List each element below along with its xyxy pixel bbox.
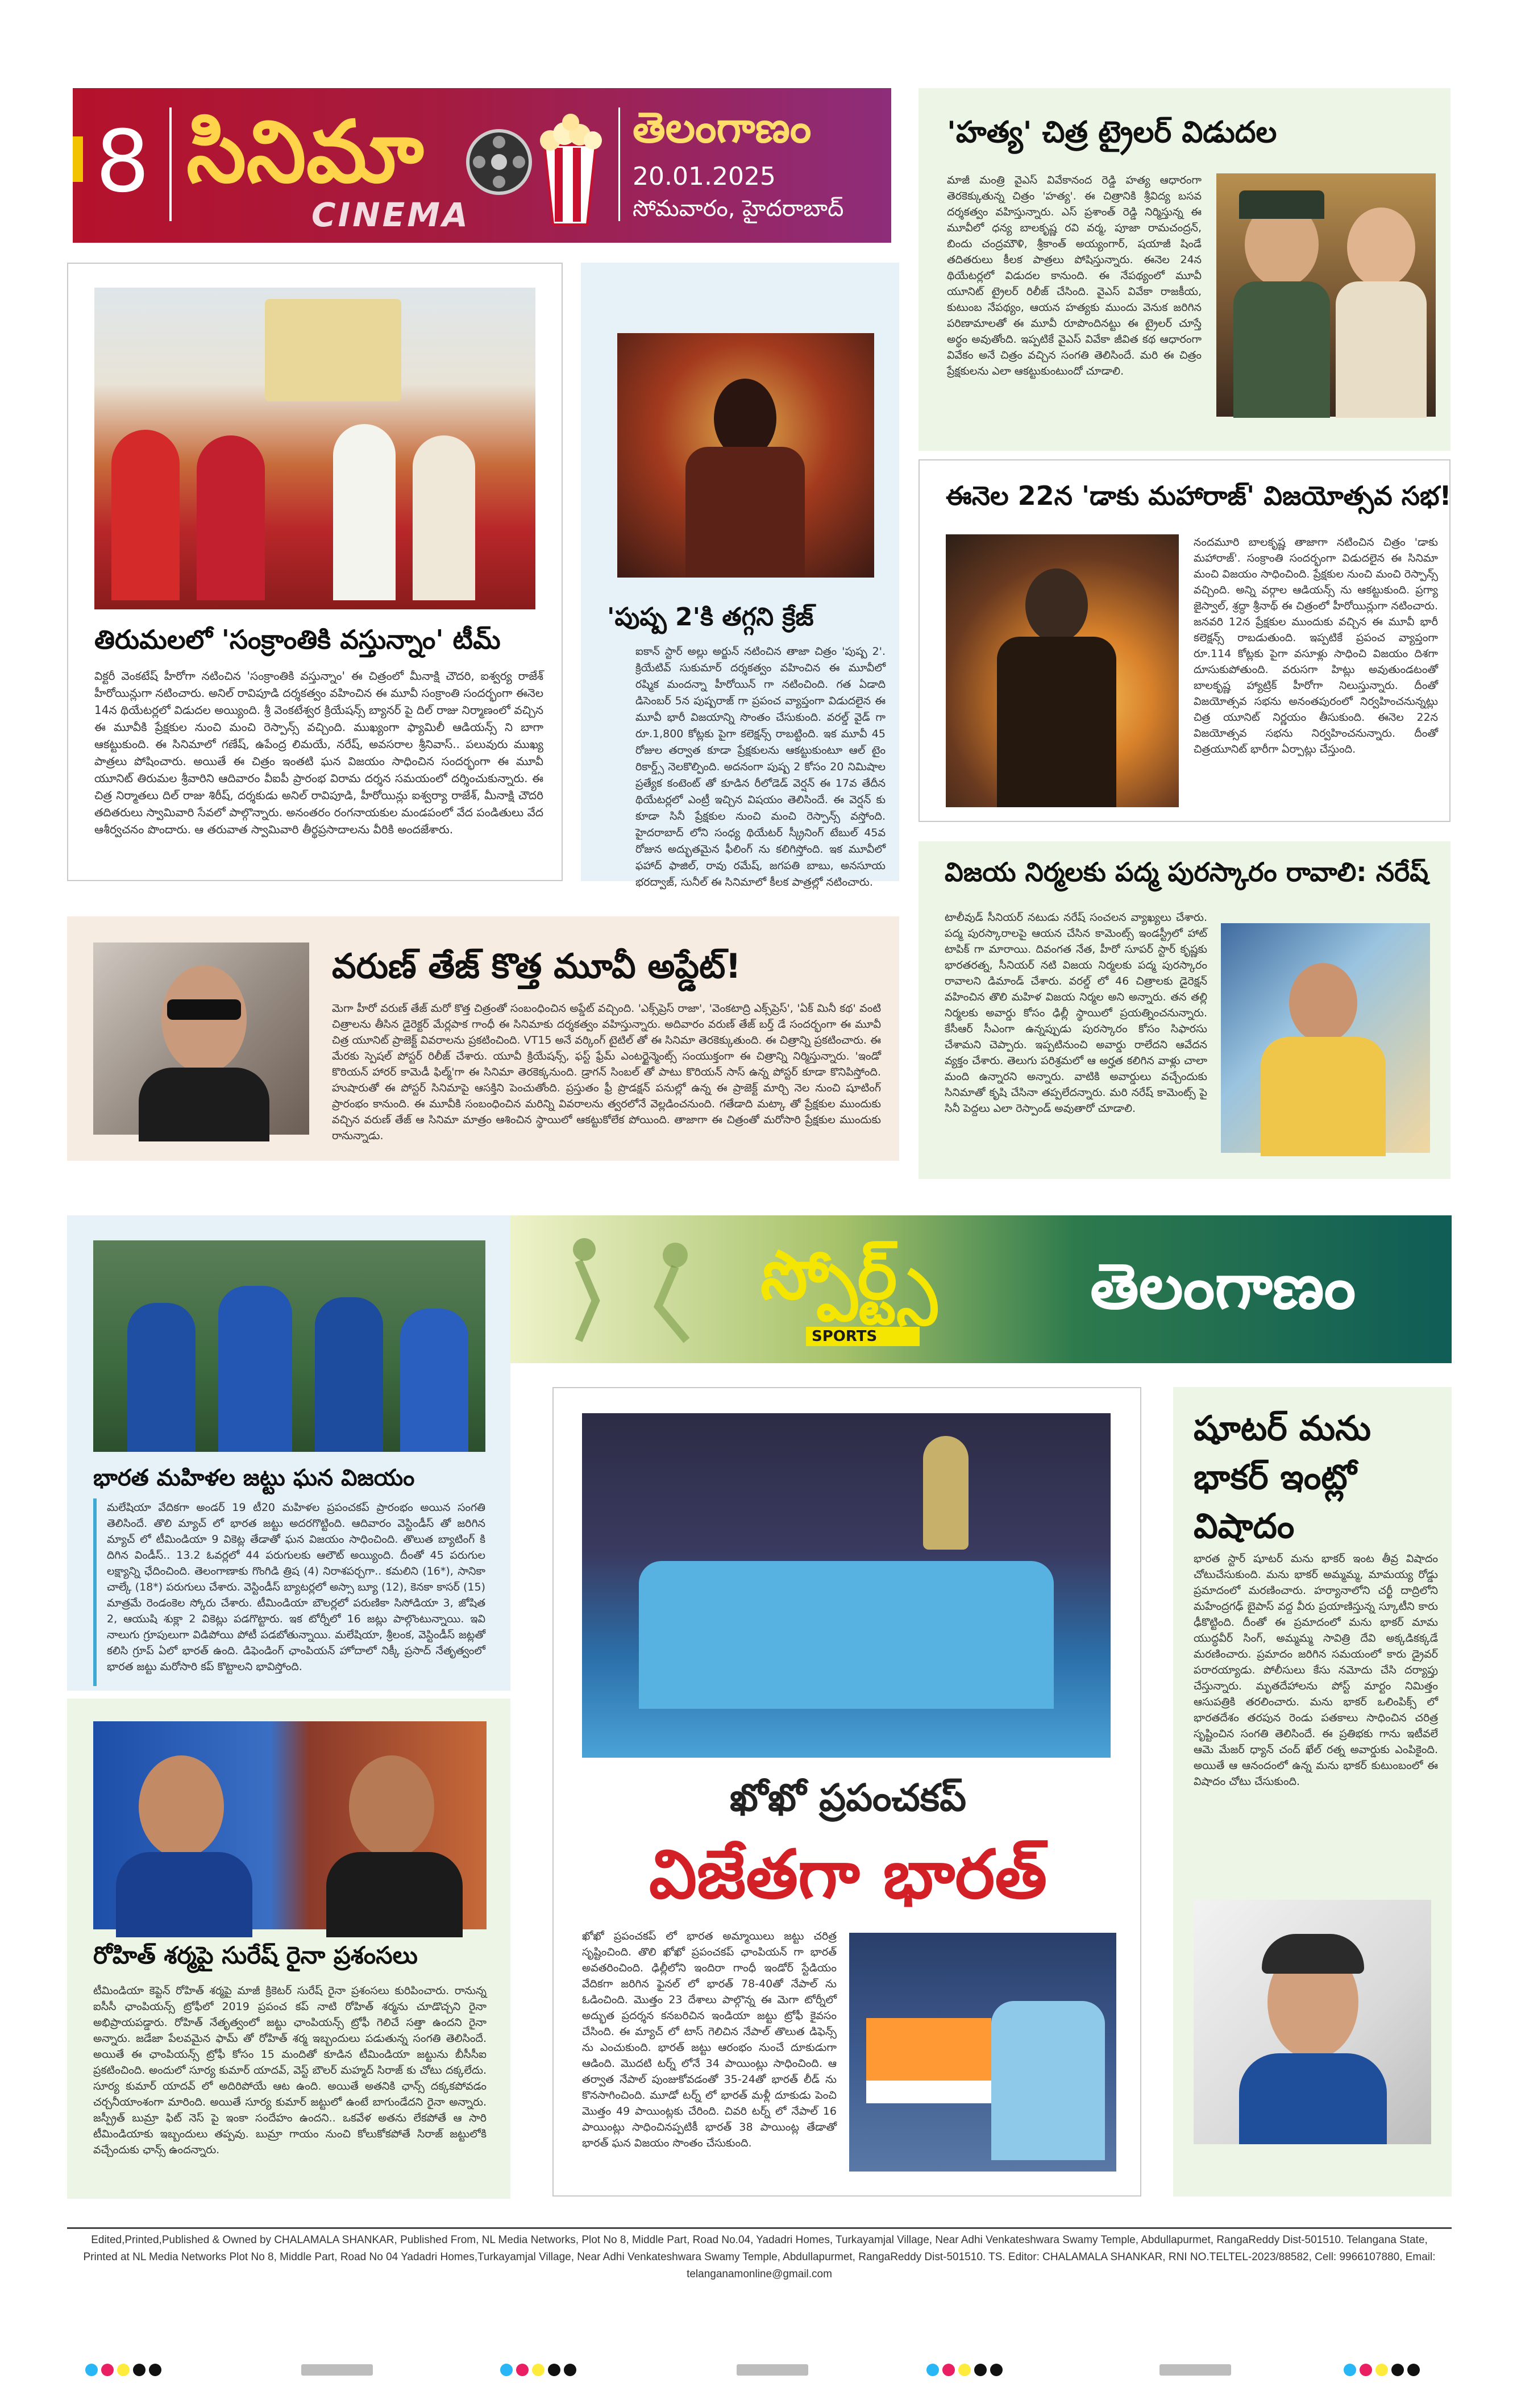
hatya-body: మాజీ మంత్రి వైఎస్ వివేకానంద రెడ్డి హత్య ఆధారంగా తెరకెక్కుతున్న చిత్రం 'హత్య'. ఈ చిత్రానికి శ్రీవిద్య బసవ దర్శకత్వం వహిస్తున్నారు. ఎస్ ప్రశాంత్ రెడ్డి నిర్మిస్తున్న ఈ మూవీలో ధన్య బాలకృష్ణ రవి వర్మ, పూజా రామచంద్రన్, బిందు చంద్రమౌళి, శ్రీకాంత్ అయ్యంగార్, షయాజీ షిండే తదితరులు కీలక పాత్రలు పోషిస్తున్నారు. ఈనెల 24న థియేటర్లలో విడుదల కానుంది. ఈ నేపథ్యంలో మూవీ యూనిట్ ట్రైలర్ రిలీజ్ చేసింది. వైఎస్ వివేకా రాజకీయ, కుటుంబ నేపథ్యం, ఆయన హత్యకు ముందు వెనుక జరిగిన పరిణామాలతో ఈ మూవీ రూపొందినట్టు ఈ ట్రైలర్ చూస్తే అర్థం అవుతోంది. ఇప్పటికే వైఎస్ వివేకా జీవిత కథ ఆధారంగా వివేకం అనే చిత్రం వచ్చిన సంగతి తెలిసిందే. మరి ఈ చిత్రం ప్రేక్షకులను ఎలా ఆకట్టుకుంటుందో చూడాలి. [947,174,1202,377]
women-cricket-photo [93,1240,485,1452]
naresh-body: టాలీవుడ్ సీనియర్ నటుడు నరేష్ సంచలన వ్యాఖ్యలు చేశారు. పద్మ పురస్కారాలపై ఆయన చేసిన కామెంట్స్ ఇండస్ట్రీలో హాట్ టాపిక్ గా మారాయి. దివంగత నేత, హీరో సూపర్ స్టార్ కృష్ణకు భారతరత్న, సీనియర్ నటి విజయ నిర్మలకు పద్మ పురస్కారం రావాలని డిమాండ్ చేశారు. వరల్డ్ లో 46 చిత్రాలకు డైరెక్షన్ వహించిన తొలి మహిళ విజయ నిర్మల అని అన్నారు. తన తల్లి నిర్మలకు అవార్డు కోసం ఢిల్లీ స్థాయిలో ప్రయత్నించనున్నారు. కేసీఆర్ సీఎంగా ఉన్నప్పుడు పురస్కారం కోసం సిఫారసు చేశామని చెప్పారు. ఇప్పటినుంచి అవార్డు రాలేదని ఆవేదన వ్యక్తం చేశారు. తెలుగు పరిశ్రమలో ఆ అర్హత కలిగిన వాళ్లు చాలా మంది ఉన్నారని అన్నారు. వాటికి అవార్డులు వచ్చేందుకు సినిమాతో కృషి చేసినా తప్పలేదన్నారు. మరి నరేష్ కామెంట్స్ పై సినీ పెద్దలు ఎలా రెస్పాండ్ అవుతారో చూడాలి. [945,911,1207,1115]
varun-photo [93,943,309,1135]
khokho-kicker: ఖోఖో ప్రపంచకప్ [729,1776,967,1820]
varun-article [67,916,899,1161]
rohit-headline: రోహిత్ శర్మపై సురేష్ రైనా ప్రశంసలు [93,1941,418,1969]
pushpa-headline: 'పుష్ప 2'కి తగ్గని క్రేజ్ [607,603,814,632]
manu-body: భారత స్టార్ షూటర్ మను భాకర్ ఇంట తీవ్ర విషాదం చోటుచేసుకుంది. మను భాకర్ అమ్మమ్మ, మామయ్య రోడ్డు ప్రమాదంలో మరణించారు. హర్యానాలోని చర్ఖీ దాద్రిలోని మహేంద్రగఢ్ బైపాస్ వద్ద వీరు ప్రయాణిస్తున్న స్కూటీని కారు ఢీకొట్టింది. దీంతో ఈ ప్రమాదంలో మను భాకర్ మామ యుద్ధవీర్ సింగ్, అమ్మమ్మ సావిత్రి దేవి అక్కడికక్కడే మరణించారు. ప్రమాదం జరిగిన సమయంలో కారు డ్రైవర్ పరారయ్యాడు. పోలీసులు కేసు నమోదు చేసి దర్యాప్తు చేస్తున్నారు. మృతదేహాలను పోస్ట్ మార్టం నిమిత్తం ఆసుపత్రికి తరలించారు. మను భాకర్ ఒలింపిక్స్ లో భారతదేశం తరపున రెండు పతకాలు సాధించిన చరిత్ర సృష్టించిన సంగతి తెలిసిందే. ఈ ప్రతిభకు గాను ఇటీవలే ఆమె మేజర్ ధ్యాన్ చంద్ ఖేల్ రత్న అవార్డుకు ఎంపికైంది. అయితే ఆ ఆనందంలో ఉన్న మను భాకర్ కుటుంబంలో ఈ విషాదం చోటు చేసుకుంది. [1194,1552,1438,1788]
masthead-divider-2 [618,107,620,221]
varun-body: మెగా హీరో వరుణ్ తేజ్ మరో కొత్త చిత్రంతో సంబంధించిన అప్డేట్ వచ్చింది. 'ఎక్స్‌ప్రెస్ రాజా', 'వెంకటాద్రి ఎక్స్‌ప్రెస్', 'ఏక్ మినీ కథ' వంటి చిత్రాలను తీసిన డైరెక్టర్ మేర్లపాక గాంధీ ఈ సినిమాకు దర్శకత్వం వహిస్తున్నారు. అదివారం వరుణ్ తేజ్ బర్త్ డే సందర్భంగా ఈ మూవీ చిత్ర యూనిట్ ప్రాజెక్ట్ వివరాలను ప్రకటించింది. VT15 అనే వర్కింగ్ టైటిల్ తో ఈ సినిమా తెరకెక్కుతుంది. ఈ చిత్రాన్ని ప్రకటించారు. ఈ మేరకు స్పెషల్ పోస్టర్ రిలీజ్ చేశారు. యూవీ క్రియేషన్స్, ఫస్ట్ ఫ్రేమ్ ఎంటర్టైన్మెంట్స్ సంయుక్తంగా ఈ చిత్రాన్ని నిర్మిస్తున్నారు. 'ఇండో కొరియన్ హారర్ కామెడీ ఫిల్మ్'గా ఈ సినిమా తెరకెక్కనుంది. డ్రాగన్ సింబల్ తో పాటు కొరియన్ సాస్ ఉన్న పోస్టర్ కూడా కొనిపిస్తోంది. హుషారుతో ఈ పోస్టర్ సినిమాపై ఆసక్తిని పెంచుతోంది. ప్రస్తుతం ఫ్రీ ప్రొడక్షన్ పనుల్లో ఉన్న ఈ ప్రాజెక్ట్ మార్చి నెల నుంచి షూటింగ్ ప్రారంభం కానుంది. ఈ మూవీకి సంబంధించిన మరిన్ని వివరాలను త్వరలోనే వెల్లడించనుంది. గతేడాది మట్కా తో ప్రేక్షకుల ముందుకు వచ్చిన వరుణ్ తేజ్ ఆ సినిమా మాత్రం ఆశించిన స్థాయిలో ఆకట్టుకోలేక పోయింది. తాజాగా ఈ చిత్రంతో మరోసారి ప్రేక్షకుల ముందుకు రానున్నాడు. [332,1002,881,1142]
issue-day-place: సోమవారం, హైదరాబాద్ [633,196,844,222]
rohit-article [67,1699,510,2199]
rohit-body: టీమిండియా కెప్టెన్ రోహిత్ శర్మపై మాజీ క్రికెటర్ సురేష్ రైనా ప్రశంసలు కురిపించారు. రానున్న ఐసీసీ ఛాంపియన్స్ ట్రోఫీలో 2019 ప్రపంచ కప్ నాటి రోహిత్ శర్మను చూడొచ్చని రైనా అభిప్రాయపడ్డారు. రోహిత్ నేతృత్వంలో జట్టు ఛాంపియన్స్ ట్రోఫీ గెలిచే సత్తా ఉందని రైనా అన్నారు. జడేజా పేలవమైన ఫామ్ తో రోహిత్ శర్మ ఇబ్బందులు పడుతున్న సంగతి తెలిసిందే. అయితే ఈ ఛాంపియన్స్ ట్రోఫీ కోసం 15 మందితో కూడిన టీమిండియా జట్టును బీసీసీఐ ప్రకటించింది. అందులో సూర్య కుమార్ యాదవ్, వెస్ట్ బౌలర్ మహ్మద్ సిరాజ్ కు చోటు దక్కలేదు. సూర్య కుమార్ యాదవ్ లో అదిరిపోయే ఆట ఉంది. అయితే అతనికి ఛాన్స్ దక్కకపోవడం చర్చనీయాంశంగా మారింది. అయితే సూర్య కుమార్ జట్టులో ఉంటే బాగుండేదని రైనా అన్నారు. జస్ప్రీత్ బుమ్రా ఫిట్ నెస్ పై ఇంకా సందేహం ఉందని.. ఒకవేళ అతను లేకపోతే ఆ సారి టీమిండియాకు ఇబ్బందులు తప్పవు. బుమ్రా గాయం నుంచి కోలుకోకపోతే సిరాజ్ జట్టులోకి వచ్చేందుకు ఛాన్స్ ఉందన్నారు. [93,1984,487,2156]
sports-brand-logo: తెలంగాణం [1090,1250,1356,1323]
manu-photo [1194,1900,1431,2144]
section-subtitle: CINEMA [311,196,470,234]
naresh-article [918,841,1450,1179]
brand-logo: తెలంగాణం [633,103,812,152]
naresh-photo [1221,923,1430,1153]
footer-rule [67,2227,1452,2229]
khokho-celebration-photo [849,1933,1116,2172]
khokho-team-photo [582,1413,1111,1758]
page-number: 8 [95,113,150,211]
daaku-body: నందమూరి బాలకృష్ణ తాజాగా నటించిన చిత్రం 'డాకు మహారాజ్'. సంక్రాంతి సందర్భంగా విడుదలైన ఈ సినిమా మంచి విజయం సాధించింది. ప్రేక్షకుల నుంచి మంచి రెస్పాన్స్ వచ్చింది. అన్ని వర్గాల ఆడియన్స్ ను ఆకట్టుకుంది. ప్రగ్యా జైస్వాల్, శ్రద్ధా శ్రీనాథ్ ఈ చిత్రంలో హీరోయిన్లుగా నటించారు. జనవరి 12న ప్రేక్షకుల ముందుకు వచ్చిన ఈ మూవీ భారీ కలెక్షన్స్ రాబడుతుంది. ఇప్పటికే ప్రపంచ వ్యాప్తంగా రూ.114 కోట్లకు పైగా వసూళ్లు సాధించి విజయం దిశగా దూసుకుపోతుంది. వరుసగా హిట్లు అవుతుండటంతో బాలకృష్ణ హ్యాట్రిక్ హీరోగా నిలుస్తున్నారు. దీంతో విజయోత్సవ సభను అనంతపురంలో నిర్వహించనున్నట్లు చిత్ర యూనిట్ నిర్ణయం తీసుకుంది. ఈనెల 22న విజయోత్సవ సభను నిర్వహించనున్నారు. దీంతో చిత్రయూనిట్ భారీగా ఏర్పాట్లు చేస్తుంది. [1194,536,1438,755]
masthead-divider [169,107,172,221]
sports-banner [510,1215,1452,1363]
women-cricket-body: మలేషియా వేదికగా అండర్ 19 టీ20 మహిళల ప్రపంచకప్ ప్రారంభం అయిన సంగతి తెలిసిందే. తొలి మ్యాచ్ లో భారత జట్టు అదరగొట్టింది. ఆదివారం వెస్టిండీస్ తో జరిగిన మ్యాచ్ లో టీమిండియా 9 వికెట్ల తేడాతో ఘన విజయం సాధించింది. తొలుత బ్యాటింగ్ కి దిగిన విండీస్.. 13.2 ఓవర్లలో 44 పరుగులకు ఆలౌట్ అయ్యింది. దీంతో 45 పరుగుల లక్ష్యాన్ని ఛేదించింది. తెలంగాణాకు గొంగిడి త్రిష (4) నిరాశపర్చగా.. కమలిని (16*), సానికా చాల్కే (18*) పరుగులు చేశారు. వెస్టిండీస్ బ్యాటర్లలో అస్సా బ్యూ (12), కెనకా కాసర్ (15) మాత్రమే రెండంకెల స్కోరు చేశారు. టీమిండియా బౌలర్లలో పరుణికా సిసోడియా 3, జోషిత 2, ఆయుషి శుక్లా 2 వికెట్లు పడగొట్టారు. ఇక టోర్నీలో 16 జట్లు పాల్గొంటున్నాయి. ఇవి నాలుగు గ్రూపులుగా విడిపోయి పోటీ పడబోతున్నాయి. మలేషియా, శ్రీలంక, వెస్టిండీస్ జట్లతో కలిసి గ్రూప్ ఏలో భారత్ ఉంది. డిఫెండింగ్ ఛాంపియన్ హోదాలో నిక్కీ ప్రసాద్ నేతృత్వంలో భారత జట్టు మరోసారి కప్ కొట్టాలని భావిస్తోంది. [107,1501,485,1673]
manu-headline: షూటర్ మను భాకర్ ఇంట్లో విషాదం [1194,1409,1371,1546]
footer-imprint: Edited,Printed,Published & Owned by CHALAMALA SHANKAR, Published From, NL Media Networks, Plot No 8, Middle Part, Road No.04, Yadadri Homes, Turkayamjal Village, Near Adhi Venkateshwara Swamy Temple, Abdullapurmet, RangaReddy Dist-501510. Telangana State, Printed at NL Media Networks Plot No 8, Middle Part, Road No 04 Yadadri Homes,Turkayamjal Village, Near Adhi Venkateshwara Swamy Temple, Abdullapurmet, RangaReddy Dist-501510. TS. Editor: CHALAMALA SHANKAR, RNI NO.TELTEL-2023/88582, Cell: 9966107880, Email: telanganamonline@gmail.com [83,2234,1436,2280]
pushpa-body: ఐకాన్ స్టార్ అల్లు అర్జున్ నటించిన తాజా చిత్రం 'పుష్ప 2'. క్రియేటివ్ సుకుమార్ దర్శకత్వం వహించిన ఈ మూవీలో రష్మిక మందన్నా హీరోయిన్ గా నటించింది. గత ఏడాది డిసెంబర్ 5న పుష్పరాజ్ గా ప్రపంచ వ్యాప్తంగా విడుదలైన ఈ మూవీ భారీ విజయాన్ని సొంతం చేసుకుంది. వరల్డ్ వైడ్ గా రూ.1,800 కోట్లకు పైగా కలెక్షన్స్ రాబట్టింది. ఇక మూవీ 45 రోజుల తర్వాత కూడా ప్రేక్షకులను ఆకట్టుకుంటూ ఆల్ టైం రికార్డ్స్ నెలకొల్పింది. అదనంగా పుష్ప 2 కోసం 20 నిమిషాల ప్రత్యేక కంటెంట్ తో కూడిన రీలోడెడ్ వెర్షన్ ఈ 17వ తేదీన థియేటర్లలో ఎంట్రీ ఇచ్చిన విషయం తెలిసిందే. ఈ వెర్షన్ కు కూడా సినీ ప్రేక్షకుల నుంచి మంచి రెస్పాన్స్ వస్తోంది. హైదరాబాద్ లోని సంధ్య థియేటర్ స్క్రీనింగ్ టేబుల్ 45వ రోజున అద్భుతమైన ఫీలింగ్ ను కలిగిస్తోంది. ఇక మూవీలో ఫహాద్ ఫాజిల్, రావు రమేష్, జగపతి బాబు, అనసూయ భరద్వాజ్, సునీల్ ఈ సినిమాలో కీలక పాత్రల్లో నటించారు. [635,645,886,889]
women-cricket-headline: భారత మహిళల జట్టు ఘన విజయం [93,1465,415,1491]
women-cricket-article [67,1215,510,1691]
section-title: సినిమా [186,103,424,202]
hatya-headline: 'హత్య' చిత్ర ట్రైలర్ విడుదల [947,115,1277,150]
athletes-silhouette-icon [545,1227,726,1352]
tirumala-article [67,263,563,881]
khokho-body: ఖోఖో ప్రపంచకప్ లో భారత అమ్మాయిలు జట్టు చరిత్ర సృష్టించింది. తొలి ఖోఖో ప్రపంచకప్ ఛాంపియన్ గా భారత్ అవతరించింది. ఢిల్లీలోని ఇందిరా గాంధీ ఇండోర్ స్టేడియం వేదికగా జరిగిన ఫైనల్ లో భారత్ 78-40తో నేపాల్ ను ఓడించింది. మొత్తం 23 దేశాలు పాల్గొన్న ఈ మెగా టోర్నీలో అద్భుత ప్రదర్శన కనబరిచిన ఇండియా జట్టు ట్రోఫీ కైవసం చేసింది. ఈ మ్యాచ్ లో టాస్ గెలిచిన నేపాల్ తొలుత డిఫెన్స్ ను ఎంచుకుంది. భారత్ జట్టు ఆరంభం నుంచే దూకుడుగా ఆడింది. మొదటి టర్న్ లోనే 34 పాయింట్లు సాధించింది. ఆ తర్వాత నేపాల్ పుంజుకోవడంతో 35-24తో భారత్ లీడ్ ను కొనసాగించింది. మూడో టర్న్ లో భారత్ మళ్లీ దూకుడు పెంచి మొత్తం 49 పాయింట్లకు చేరింది. చివరి టర్న్ లో నేపాల్ 16 పాయింట్లు సాధించినప్పటికీ భారత్ 38 పాయింట్ల తేడాతో భారత్ ఘన విజయం సొంతం చేసుకుంది. [582,1930,837,2149]
popcorn-reel-icon [459,99,607,230]
daaku-article [918,459,1450,822]
naresh-headline: విజయ నిర్మలకు పద్మ పురస్కారం రావాలి: నరేష్ [945,857,1429,887]
masthead [73,88,891,243]
daaku-headline: ఈనెల 22న 'డాకు మహారాజ్' విజయోత్సవ సభ! [946,480,1452,511]
rohit-raina-photo [93,1721,487,1929]
pushpa-photo [617,333,874,578]
women-cricket-rule [93,1498,97,1686]
hatya-article [918,88,1450,451]
hatya-poster [1216,173,1436,417]
tirumala-body: విక్టరీ వెంకటేష్ హీరోగా నటించిన 'సంక్రాంతికి వస్తున్నాం' ఈ చిత్రంలో మీనాక్షి చౌదరి, ఐశ్వర్య రాజేశ్ హీరోయిన్లుగా నటించారు. అనిల్ రావిపూడి దర్శకత్వం వహించిన ఈ మూవీ సంక్రాంతి సందర్భంగా ఈనెల 14న థియేటర్లలో విడుదల అయ్యింది. శ్రీ వెంకటేశ్వర క్రియేషన్స్ బ్యానర్ పై దిల్ రాజు నిర్మాణంలో వచ్చిన ఈ మూవీకి ప్రేక్షకుల నుంచి మంచి రెస్పాన్స్ వచ్చింది. ముఖ్యంగా ఫ్యామిలీ ఆడియన్స్ ని బాగా ఆకట్టుకుంది. ఈ సినిమాలో గణేష్, ఉపేంద్ర లిమయే, నరేష్, అవసరాల శ్రీనివాస్.. పలువురు ముఖ్య పాత్రలు పోషించారు. అయితే ఈ చిత్రం ఇంతటి ఘన విజయం సాధించిన సందర్భంగా ఈ మూవీ యూనిట్ తిరుమల శ్రీవారిని ఆదివారం వీఐపీ ప్రారంభ విరామ దర్శన సమయంలో దర్శించుకున్నారు. ఈ చిత్ర నిర్మాతలు దిల్ రాజు శిరీష్, దర్శకుడు అనిల్ రావిపూడి, హీరోయిన్లు ఐశ్వర్యా రాజేశ్, మీనాక్షి చౌదరి తదితరులు స్వామివారి సేవలో పాల్గొన్నారు. అనంతరం రంగనాయకుల మండపంలో వేద పండితులు వేద ఆశీర్వచనం పొందారు. ఆ తరువాత స్వామివారి తీర్థప్రసాదాలను వీరికి అందజేశారు. [94,669,543,836]
masthead-side-strip [73,136,83,182]
sports-title: స్పోర్ట్స్ [760,1236,937,1314]
khokho-headline: విజేతగా భారత్ [649,1835,1047,1913]
khokho-article [552,1387,1141,2197]
varun-headline: వరుణ్ తేజ్ కొత్త మూవీ అప్డేట్! [332,946,741,986]
sports-label-text: SPORTS [812,1328,878,1345]
pushpa-article [581,263,899,889]
tirumala-headline: తిరుమలలో 'సంక్రాంతికి వస్తున్నాం' టీమ్ [94,624,501,655]
manu-article [1173,1387,1452,2197]
daaku-poster [946,534,1179,807]
tirumala-photo [94,288,535,609]
issue-date: 20.01.2025 [633,162,776,191]
